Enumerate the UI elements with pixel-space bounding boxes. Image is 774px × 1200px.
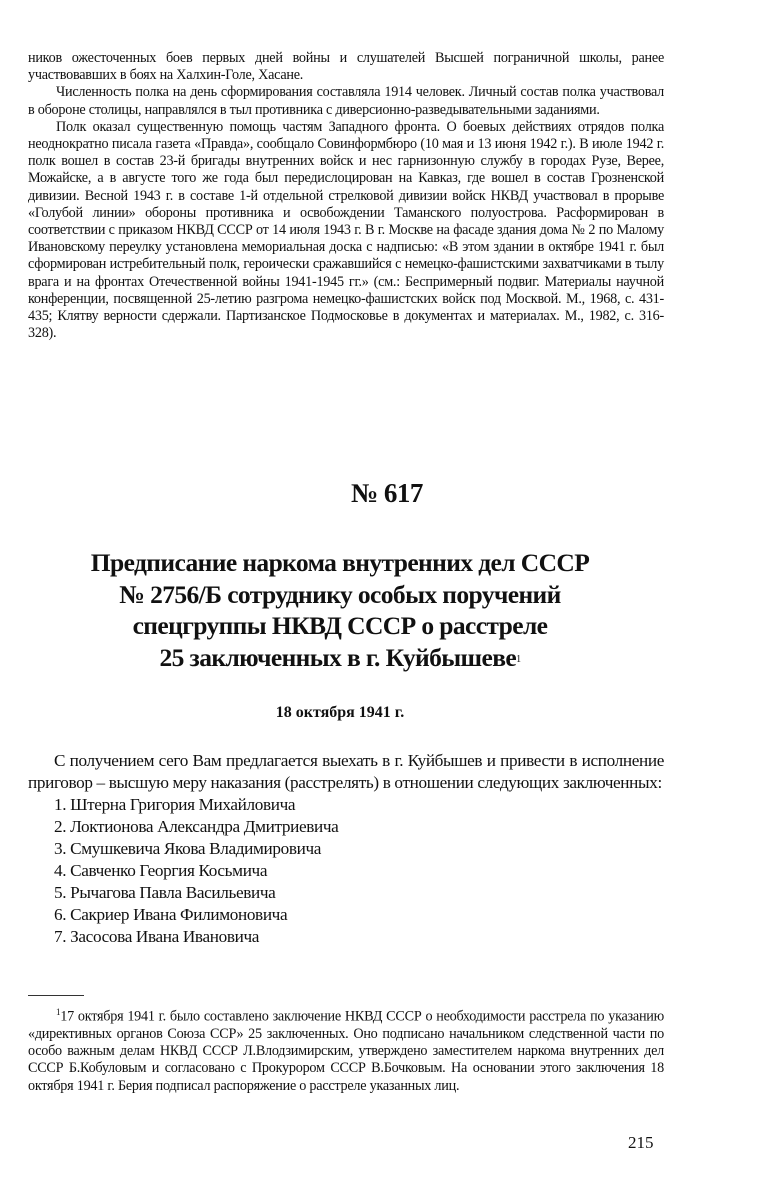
footnote-text: 17 октября 1941 г. было составлено заключение НКВД СССР о необходимости расстрела по указанию «директивных органов Союза ССР» 25 заключенных. Оно подписано начальником следственной части по особо важным делам НКВД СССР Л.Влодзимирским, утверждено заместителем наркома внутренних дел СССР Б.Кобуловым и согласовано с Прокурором СССР В.Бочковым. На основании этого заключения 18 октября 1941 г. Берия подписал распоряжение о расстреле указанных лиц. xyxy=(28,1008,664,1094)
title-line: № 2756/Б сотруднику особых поручений xyxy=(119,579,561,609)
document-body xyxy=(28,750,664,948)
list-item: 4. Савченко Георгия Косьмича xyxy=(54,861,268,880)
preceding-commentary xyxy=(28,50,664,342)
title-line: спецгруппы НКВД СССР о расстреле xyxy=(132,611,548,640)
footnote-divider xyxy=(28,995,84,996)
list-item: 3. Смушкевича Якова Владимировича xyxy=(54,839,322,858)
list-item: 1. Штерна Григория Михайловича xyxy=(54,795,296,814)
list-item: 5. Рычагова Павла Васильевича xyxy=(54,883,276,902)
page-number: 215 xyxy=(628,1133,654,1152)
paragraph-continued: ников ожесточенных боев первых дней войны и слушателей Высшей пограничной школы, ранее участвовавших в боях на Халхин-Голе, Хасане. xyxy=(28,50,664,84)
footnote xyxy=(28,1004,664,1095)
document-date: 18 октября 1941 г. xyxy=(275,704,405,721)
prisoner-list xyxy=(28,794,664,948)
order-intro: С получением сего Вам предлагается выехать в г. Куйбышев и привести в исполнение приговор – высшую меру наказания (расстрелять) в отношении следующих заключенных: xyxy=(28,751,664,792)
paragraph-regiment-history: Полк оказал существенную помощь частям Западного фронта. О боевых действиях отрядов полка неоднократно писала газета «Правда», сообщало Совинформбюро (10 мая и 13 июня 1942 г.). В июле 1942 г. полк вошел в состав 23-й бригады внутренних войск и нес гарнизонную службу в городах Рузе, Верее, Можайске, а в августе того же года был передислоцирован на Кавказ, где вошел в состав Грозненской дивизии. Весной 1943 г. в составе 1-й отдельной стрелковой дивизии войск НКВД участвовал в прорыве «Голубой линии» обороны противника и освобождении Таманского полуострова. Расформирован в соответствии с приказом НКВД СССР от 14 июля 1943 г. В г. Москве на фасаде здания дома № 2 по Малому Ивановскому переулку установлена мемориальная доска с надписью: «В этом здании в октябре 1941 г. был сформирован истребительный полк, героически сражавшийся с немецко-фашистскими захватчиками в тылу врага и на фронтах Отечественной войны 1941-1945 гг.» (см.: Беспримерный подвиг. Материалы научной конференции, посвященной 25-летию разгрома немецко-фашистских войск под Москвой. М., 1968, с. 431-435; Клятву верности сдержали. Партизанское Подмосковье в документах и материалах. М., 1982, с. 316-328). xyxy=(28,118,664,342)
title-line: Предписание наркома внутренних дел СССР xyxy=(90,548,590,577)
title-line-text: 25 заключенных в г. Куйбышеве xyxy=(159,642,517,672)
footnote-reference[interactable]: 1 xyxy=(516,653,521,665)
paragraph-regiment-size: Численность полка на день сформирования составляла 1914 человек. Личный состав полка участвовал в обороне столицы, направлялся в тыл противника с диверсионно-разведывательными заданиями. xyxy=(28,84,664,118)
title-line xyxy=(40,642,640,674)
list-item: 2. Локтионова Александра Дмитриевича xyxy=(54,817,339,836)
list-item: 6. Сакриер Ивана Филимоновича xyxy=(54,905,288,924)
document-number: № 617 xyxy=(351,478,423,508)
list-item: 7. Засосова Ивана Ивановича xyxy=(54,927,260,946)
footnote-mark: 1 xyxy=(56,1007,61,1017)
document-title xyxy=(40,547,640,673)
